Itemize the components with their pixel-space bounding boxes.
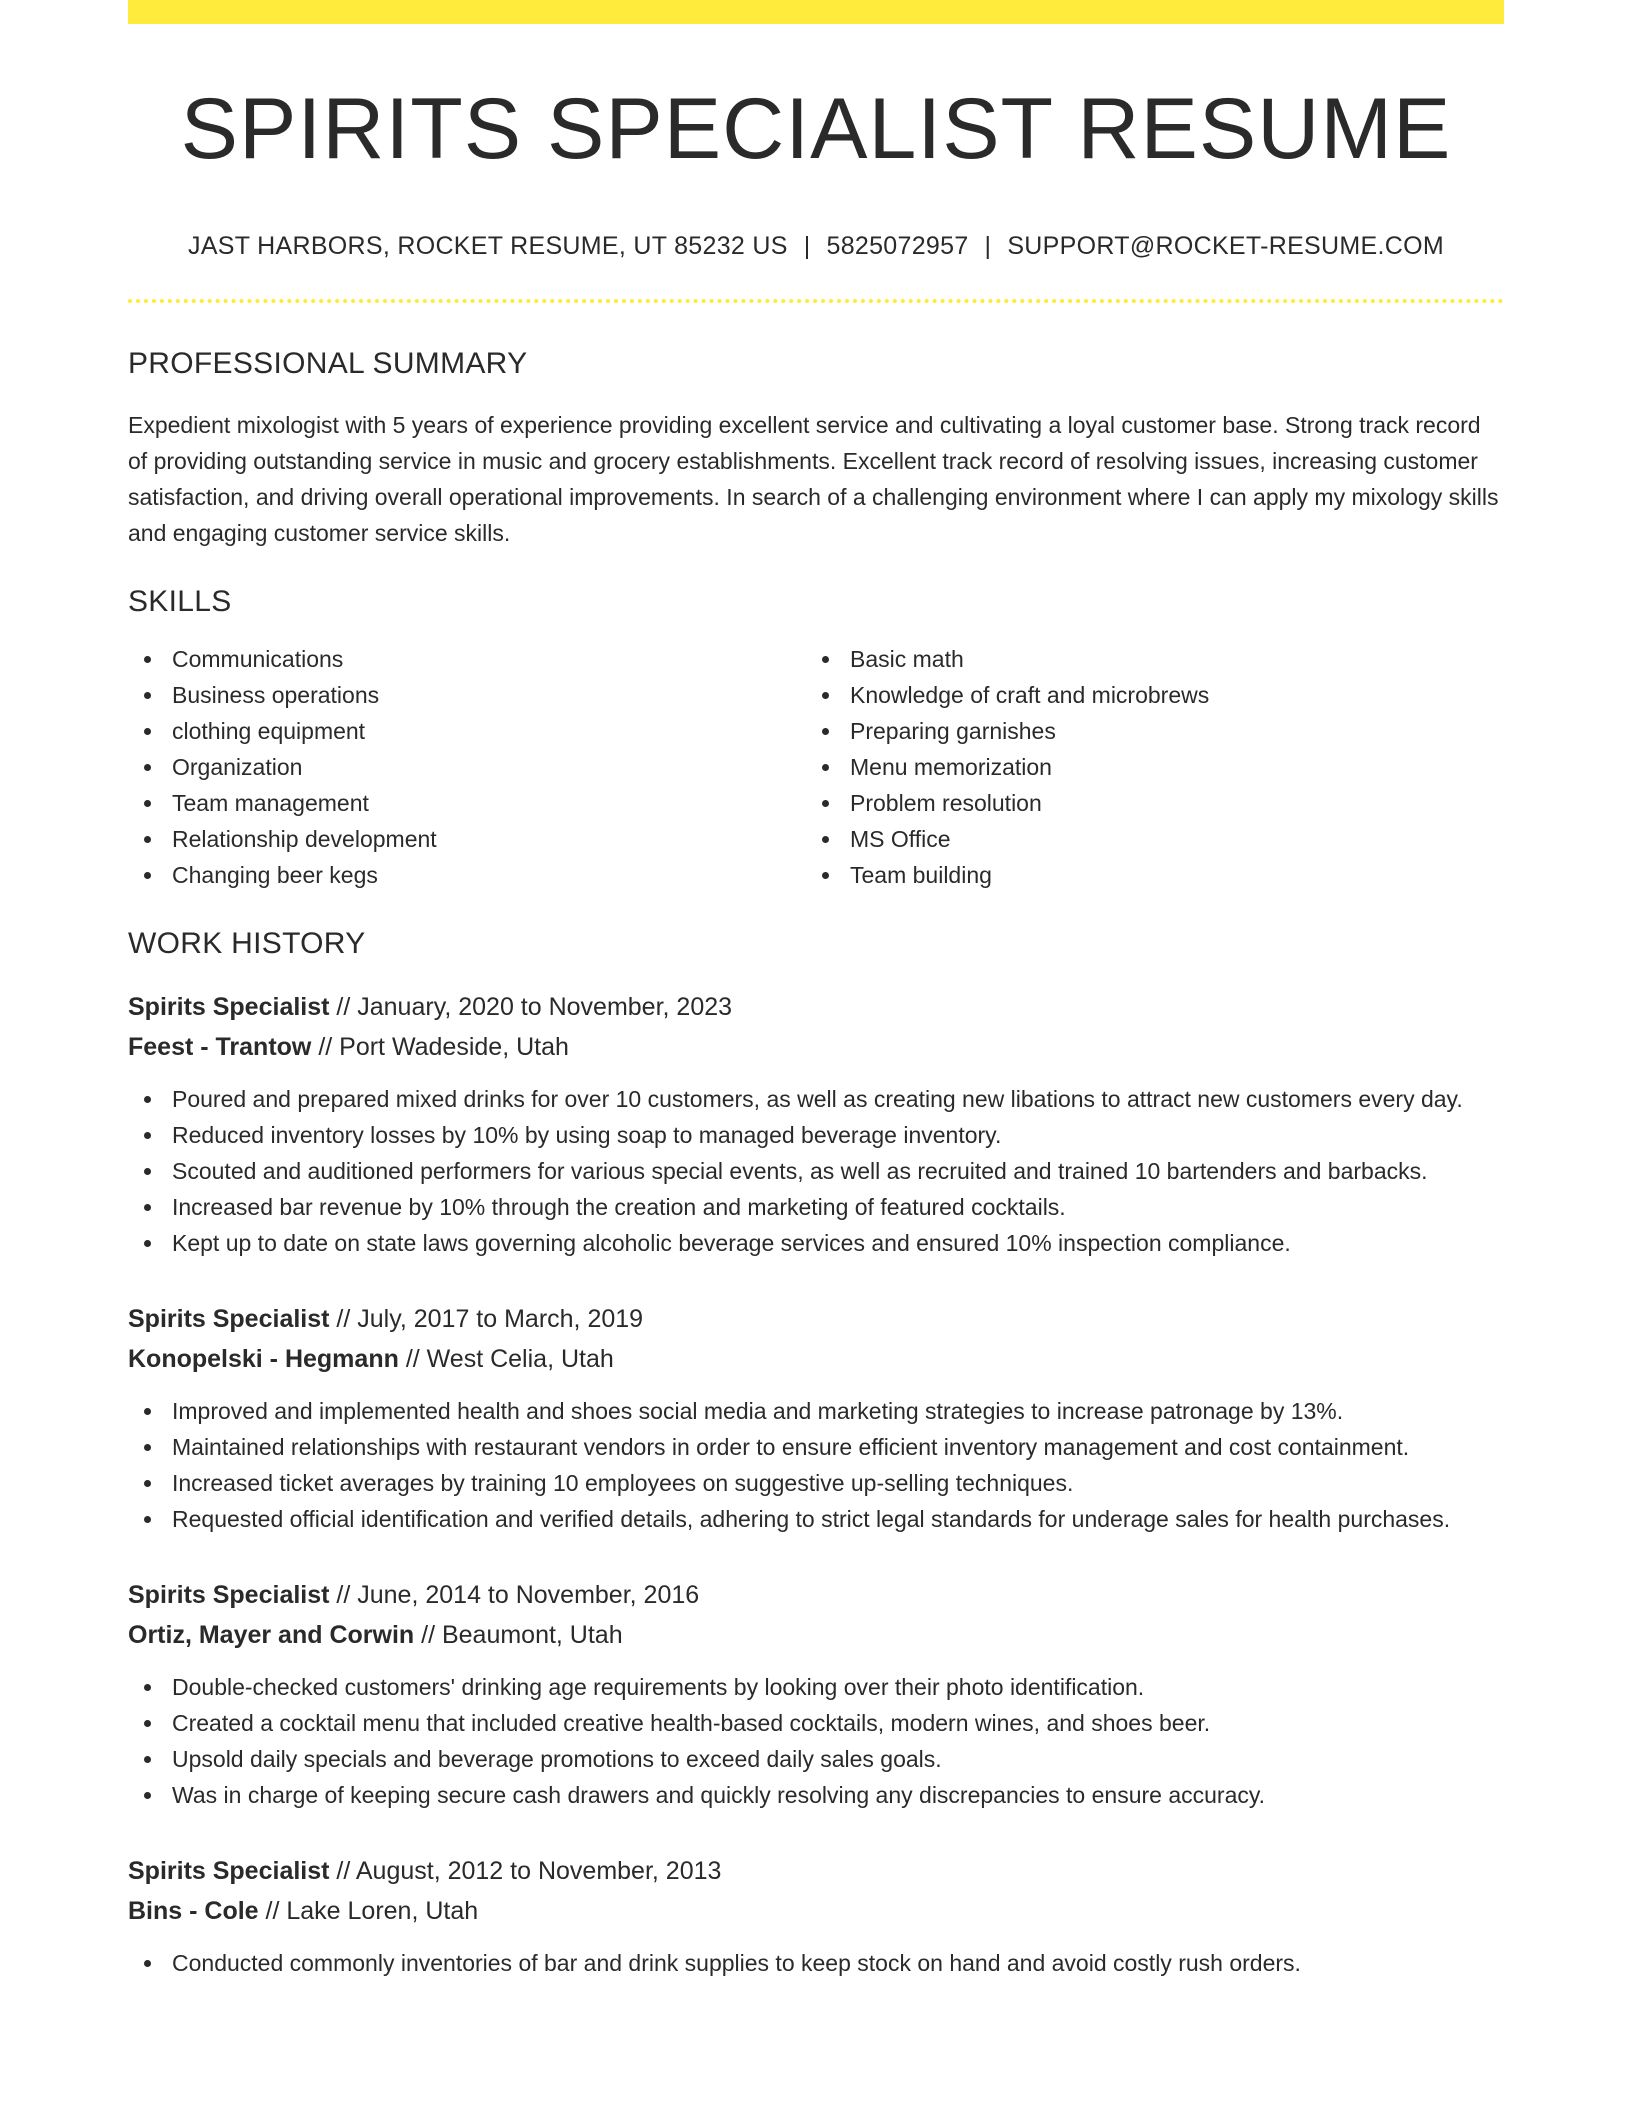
- job-bullets: [128, 1393, 1504, 1537]
- job-role-line: [128, 987, 1504, 1027]
- job-bullet: Poured and prepared mixed drinks for over 10 customers, as well as creating new libations to attract new customers every day.: [128, 1081, 1504, 1117]
- job-role-line: [128, 1575, 1504, 1615]
- skill-item: clothing equipment: [128, 713, 806, 749]
- contact-address: JAST HARBORS, ROCKET RESUME, UT 85232 US: [188, 232, 788, 260]
- job-dates: // June, 2014 to November, 2016: [329, 1581, 700, 1609]
- job-company-line: [128, 1615, 1504, 1655]
- skill-item: Changing beer kegs: [128, 857, 806, 893]
- job-company-line: [128, 1027, 1504, 1067]
- job-entry: [128, 987, 1504, 1261]
- job-role: Spirits Specialist: [128, 1581, 330, 1609]
- job-bullet: Double-checked customers' drinking age requirements by looking over their photo identification.: [128, 1669, 1504, 1705]
- contact-phone: 5825072957: [826, 232, 969, 260]
- skills-list: [128, 641, 1504, 893]
- job-bullet: Increased ticket averages by training 10 employees on suggestive up-selling techniques.: [128, 1465, 1504, 1501]
- summary-text: Expedient mixologist with 5 years of experience providing excellent service and cultivating a loyal customer base. Strong track record of providing outstanding service in music and grocery establishments. Excellent track record of resolving issues, increasing customer satisfaction, and driving overall operational improvements. In search of a challenging environment where I can apply my mixology skills and engaging customer service skills.: [128, 412, 1499, 546]
- skills-heading: SKILLS: [128, 585, 232, 618]
- job-bullet: Scouted and auditioned performers for various special events, as well as recruited and trained 10 bartenders and barbacks.: [128, 1153, 1504, 1189]
- job-bullet: Maintained relationships with restaurant vendors in order to ensure efficient inventory management and cost containment.: [128, 1429, 1504, 1465]
- page-title: SPIRITS SPECIALIST RESUME: [180, 81, 1452, 177]
- skills-column-left: [128, 641, 806, 893]
- job-location: // Lake Loren, Utah: [258, 1897, 479, 1925]
- job-bullet: Upsold daily specials and beverage promotions to exceed daily sales goals.: [128, 1741, 1504, 1777]
- job-role: Spirits Specialist: [128, 1857, 330, 1885]
- skill-item: Menu memorization: [806, 749, 1484, 785]
- job-company: Bins - Cole: [128, 1897, 259, 1925]
- job-role-line: [128, 1851, 1504, 1891]
- skill-item: Basic math: [806, 641, 1484, 677]
- job-company: Feest - Trantow: [128, 1033, 312, 1061]
- job-location: // Beaumont, Utah: [414, 1621, 623, 1649]
- job-bullet: Reduced inventory losses by 10% by using soap to managed beverage inventory.: [128, 1117, 1504, 1153]
- job-bullets: [128, 1669, 1504, 1813]
- skills-column-right: [806, 641, 1484, 893]
- job-role: Spirits Specialist: [128, 993, 330, 1021]
- job-company-line: [128, 1891, 1504, 1931]
- top-accent-bar: [128, 0, 1504, 24]
- skill-item: Organization: [128, 749, 806, 785]
- job-entry: [128, 1575, 1504, 1813]
- job-dates: // January, 2020 to November, 2023: [329, 993, 733, 1021]
- skill-item: Communications: [128, 641, 806, 677]
- job-bullet: Increased bar revenue by 10% through the creation and marketing of featured cocktails.: [128, 1189, 1504, 1225]
- skill-item: MS Office: [806, 821, 1484, 857]
- resume-page: [128, 0, 1504, 1981]
- job-company: Konopelski - Hegmann: [128, 1345, 399, 1373]
- job-company: Ortiz, Mayer and Corwin: [128, 1621, 415, 1649]
- job-entry: [128, 1299, 1504, 1537]
- work-history-heading: WORK HISTORY: [128, 927, 366, 960]
- contact-separator: |: [984, 232, 992, 260]
- contact-line: [128, 232, 1504, 261]
- job-entry: [128, 1851, 1504, 1981]
- skill-item: Relationship development: [128, 821, 806, 857]
- job-bullet: Kept up to date on state laws governing alcoholic beverage services and ensured 10% inspection compliance.: [128, 1225, 1504, 1261]
- job-bullets: [128, 1945, 1504, 1981]
- job-bullet: Created a cocktail menu that included creative health-based cocktails, modern wines, and shoes beer.: [128, 1705, 1504, 1741]
- contact-separator: |: [803, 232, 811, 260]
- job-bullet: Conducted commonly inventories of bar and drink supplies to keep stock on hand and avoid costly rush orders.: [128, 1945, 1504, 1981]
- summary-heading: PROFESSIONAL SUMMARY: [128, 347, 528, 380]
- skill-item: Team building: [806, 857, 1484, 893]
- skill-item: Team management: [128, 785, 806, 821]
- contact-email: SUPPORT@ROCKET-RESUME.COM: [1007, 232, 1444, 260]
- job-bullet: Was in charge of keeping secure cash drawers and quickly resolving any discrepancies to ensure accuracy.: [128, 1777, 1504, 1813]
- dotted-divider: [128, 299, 1504, 303]
- job-bullet: Improved and implemented health and shoes social media and marketing strategies to increase patronage by 13%.: [128, 1393, 1504, 1429]
- job-dates: // August, 2012 to November, 2013: [329, 1857, 722, 1885]
- job-role-line: [128, 1299, 1504, 1339]
- job-location: // Port Wadeside, Utah: [311, 1033, 569, 1061]
- skill-item: Preparing garnishes: [806, 713, 1484, 749]
- job-company-line: [128, 1339, 1504, 1379]
- job-role: Spirits Specialist: [128, 1305, 330, 1333]
- skill-item: Knowledge of craft and microbrews: [806, 677, 1484, 713]
- job-location: // West Celia, Utah: [398, 1345, 614, 1373]
- skill-item: Problem resolution: [806, 785, 1484, 821]
- job-bullets: [128, 1081, 1504, 1261]
- job-dates: // July, 2017 to March, 2019: [329, 1305, 644, 1333]
- job-bullet: Requested official identification and verified details, adhering to strict legal standards for underage sales for health purchases.: [128, 1501, 1504, 1537]
- skill-item: Business operations: [128, 677, 806, 713]
